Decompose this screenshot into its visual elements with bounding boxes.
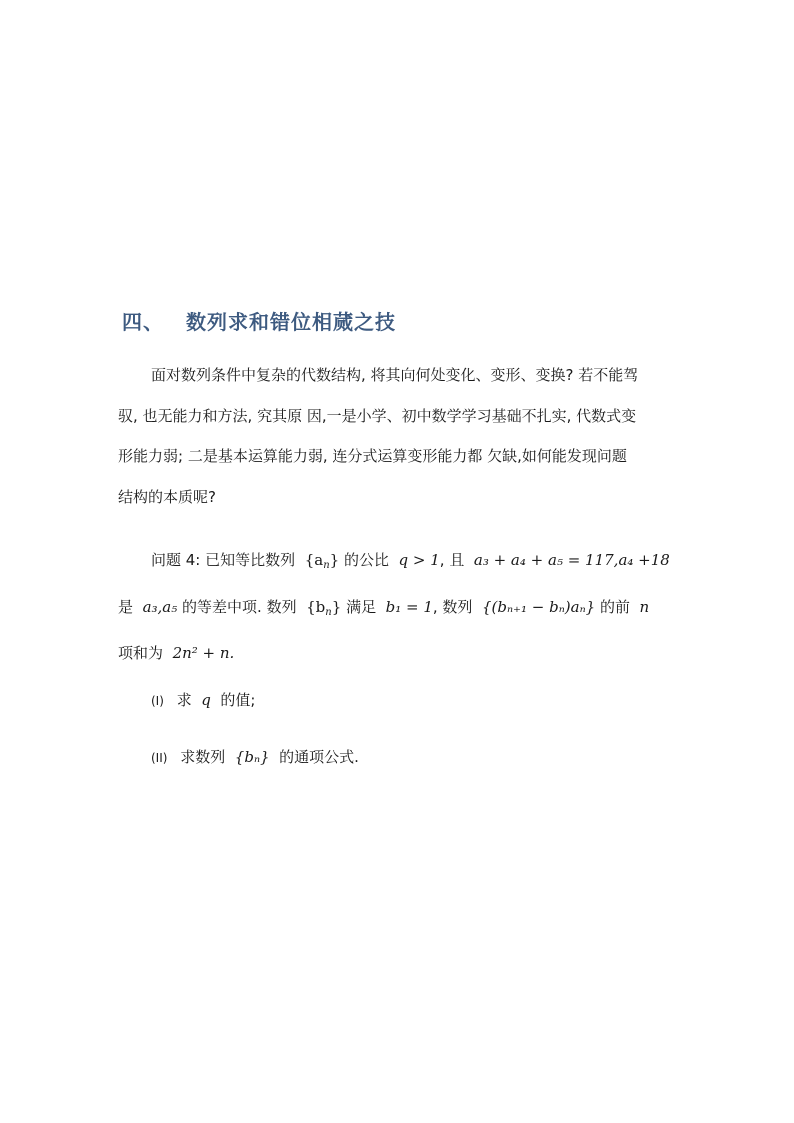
- section-number: 四、: [122, 310, 164, 334]
- section-heading: [122, 306, 396, 335]
- complex-sequence: {(bₙ₊₁ − bₙ)aₙ}: [481, 597, 596, 616]
- sum-expression: a₃ + a₄ + a₅ = 117,a₄ +18: [473, 551, 670, 569]
- intro-line: 结构的本质呢?: [118, 487, 216, 506]
- problem-line-1: [118, 540, 680, 587]
- a3-a5-terms: a₃,a₅: [142, 597, 178, 616]
- intro-paragraph: [118, 355, 680, 517]
- intro-line: 面对数列条件中复杂的代数结构, 将其向何处变化、变形、变换? 若不能驾: [151, 366, 639, 384]
- b1-condition: b₁ = 1: [385, 597, 433, 616]
- satisfy-text: 满足: [346, 597, 377, 616]
- intro-line: 形能力弱; 二是基本运算能力弱, 连分式运算变形能力都 欠缺,如何能发现问题: [118, 447, 627, 465]
- question-2: [151, 746, 359, 767]
- middle-text: 的等差中项. 数列: [182, 597, 297, 616]
- question-suffix: 的值;: [220, 691, 256, 709]
- question-number: (II): [151, 751, 168, 765]
- question-variable: q: [201, 691, 211, 709]
- n-variable: n: [639, 597, 650, 616]
- problem-statement: [118, 540, 680, 674]
- problem-line-3: [118, 633, 680, 674]
- and-text: , 且: [439, 551, 465, 569]
- sequence-b: $\{b_n\}$: [306, 597, 342, 618]
- problem-label: 问题 4: 已知等比数列: [151, 551, 296, 569]
- comma-sequence-text: , 数列: [432, 597, 473, 616]
- question-suffix: 的通项公式.: [279, 748, 359, 766]
- question-1: [151, 689, 255, 710]
- first-text: 的前: [599, 597, 630, 616]
- intro-line: 驭, 也无能力和方法, 究其原 因,一是小学、初中数学学习基础不扎实, 代数式变: [118, 406, 637, 425]
- question-variable: {bₙ}: [234, 748, 270, 766]
- is-text: 是: [118, 597, 134, 616]
- question-prefix: 求: [176, 691, 192, 709]
- sequence-a: $\{a_n\}$: [304, 551, 340, 571]
- ratio-text: 的公比: [343, 551, 389, 569]
- q-condition: q > 1: [398, 551, 440, 569]
- question-prefix: 求数列: [180, 748, 226, 766]
- problem-line-2: [118, 587, 680, 634]
- section-title: 数列求和错位相蒇之技: [186, 310, 396, 334]
- sum-formula: 2n² + n.: [172, 644, 235, 662]
- sum-is-text: 项和为: [118, 644, 164, 662]
- question-number: (I): [151, 694, 164, 708]
